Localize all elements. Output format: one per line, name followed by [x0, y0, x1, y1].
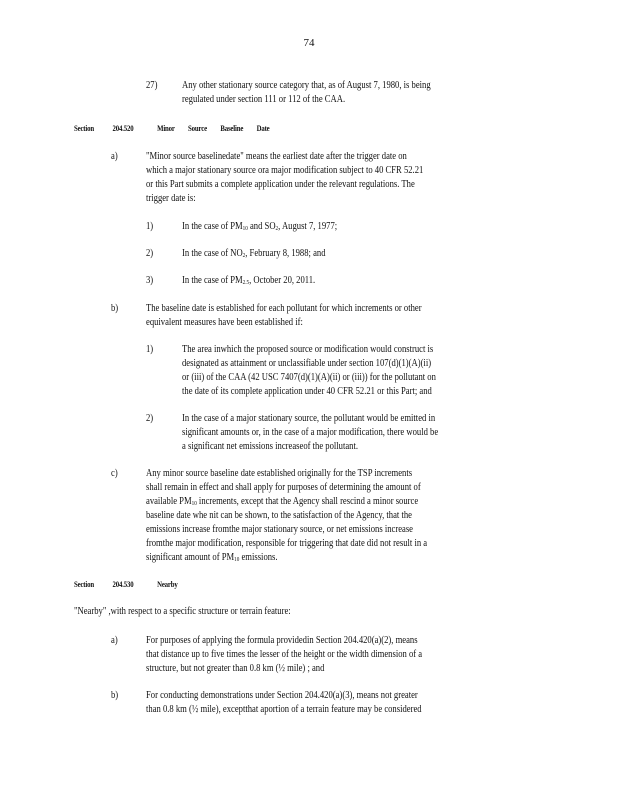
section-heading-204-520: [74, 124, 270, 133]
condition-item-2-text: In the case of a major stationary source, the pollutant would be emitted in significant amounts or, in the case of a major modification, there would be a significant net emissions increaseof the pollutant.: [182, 413, 439, 452]
section-heading-204-530: [74, 580, 178, 589]
trigger-item-3-text: In the case of $PM_{2.5}$, October 20, 2011.: [182, 275, 316, 286]
subsection-a-label: a): [111, 151, 118, 162]
page-number: 74: [303, 37, 315, 49]
nearby-definition-intro: "Nearby" ,with respect to a specific structure or terrain feature:: [74, 606, 291, 617]
condition-item-2-label: 2): [146, 413, 154, 424]
trigger-item-2-label: 2): [146, 248, 154, 259]
section-word: Section: [74, 580, 94, 589]
trigger-item-1-label: 1): [146, 221, 154, 232]
subsection-b-label: b): [111, 303, 119, 314]
section-title: Nearby: [157, 580, 178, 589]
section-number: 204.520: [112, 124, 134, 133]
section-number: 204.530: [112, 580, 134, 589]
section-word: Section: [74, 124, 94, 133]
item-27-text: Any other stationary source category that, as of August 7, 1980, is being regulated under section 111 or 112 of the CAA.: [182, 80, 431, 105]
trigger-item-1-text: In the case of $PM_{10}$ and $SO_2$, August 7, 1977;: [182, 221, 338, 232]
subsection-c-text: Any minor source baseline date established originally for the TSP increments shall remain in effect and shall apply for purposes of determining the amount of available $PM_{10}$ increments, except that the Agency shall rescind a minor source baseline date whe nit can be shown, to the satisfaction of the Agency, that the emissions increase fromthe major stationary source, or net emissions increase fromthe major modification, responsible for triggering that date did not result in a significant amount of $PM_{10}$ emissions.: [146, 468, 428, 563]
item-27-label: 27): [146, 80, 158, 91]
nearby-b-label: b): [111, 690, 119, 701]
subsection-b-text: The baseline date is established for each pollutant for which increments or other equivalent measures have been established if:: [146, 303, 422, 328]
nearby-a-text: For purposes of applying the formula providedin Section 204.420(a)(2), means that distance up to five times the lesser of the height or the width dimension of a structure, but not greater than 0.8 km (½ mile) ; and: [146, 635, 423, 674]
subsection-a-text: "Minor source baselinedate" means the earliest date after the trigger date on which a major stationary source ora major modification subject to 40 CFR 52.21 or this Part submits a complete application under the relevant regulations. The trigger date is:: [146, 151, 424, 204]
nearby-a-label: a): [111, 635, 118, 646]
condition-item-1-label: 1): [146, 344, 154, 355]
trigger-item-2-text: In the case of $NO_2$, February 8, 1988; and: [182, 248, 326, 259]
subsection-c-label: c): [111, 468, 118, 479]
condition-item-1-text: The area inwhich the proposed source or modification would construct is designated as attainment or unclassifiable under section 107(d)(1)(A)(ii) or (iii) of the CAA (42 USC 7407(d)(1)(A)(ii) or (iii)) for the pollutant on the date of its complete application under 40 CFR 52.21 or this Part; and: [182, 344, 436, 397]
section-title: Minor Source Baseline Date: [157, 124, 270, 133]
nearby-b-text: For conducting demonstrations under Section 204.420(a)(3), means not greater than 0.8 km (½ mile), exceptthat aportion of a terrain feature may be considered: [146, 690, 422, 715]
trigger-item-3-label: 3): [146, 275, 154, 286]
